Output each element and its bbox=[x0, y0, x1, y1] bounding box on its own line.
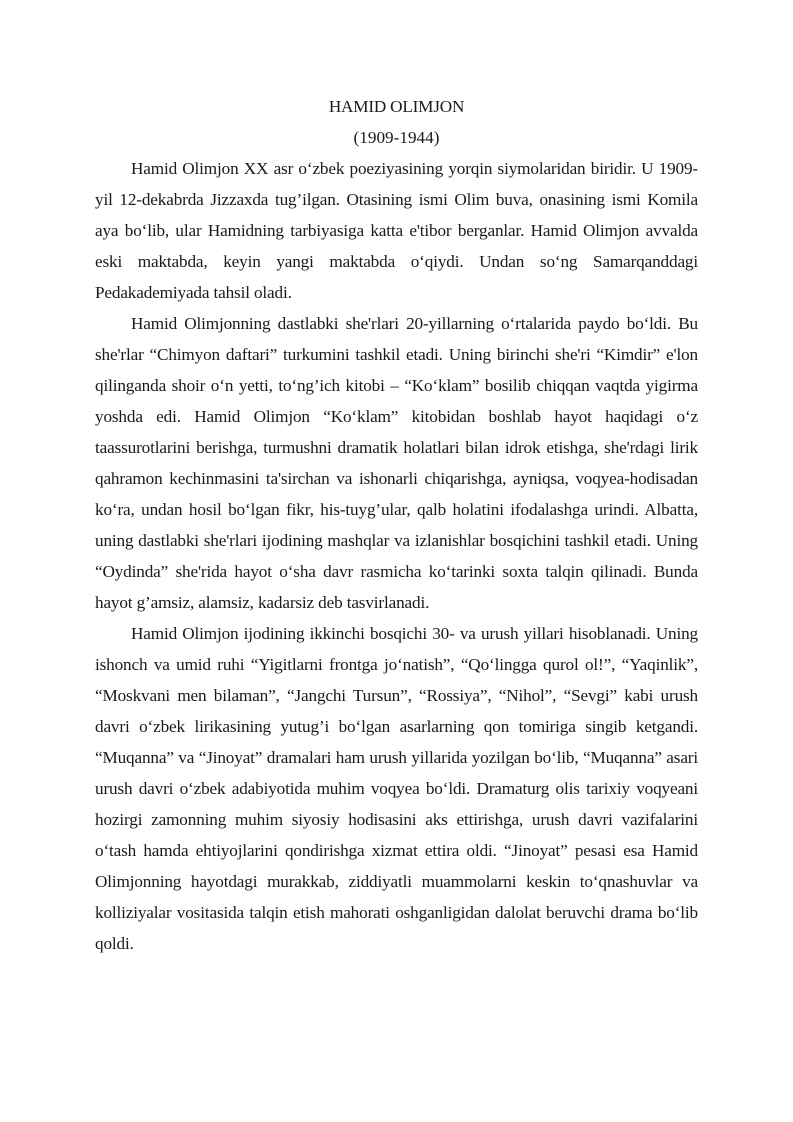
paragraph-biography: Hamid Olimjon XX asr o‘zbek poeziyasining yorqin siymolaridan biridir. U 1909-yil 12-dekabrda Jizzaxda tug’ilgan. Otasining ismi Olim buva, onasining ismi Komila aya bo‘lib, ular Hamidning tarbiyasiga katta e'tibor berganlar. Hamid Olimjon avvalda eski maktabda, keyin yangi maktabda o‘qiydi. Undan so‘ng Samarqanddagi Pedakademiyada tahsil oladi. bbox=[95, 159, 698, 302]
paragraph-war-period: Hamid Olimjon ijodining ikkinchi bosqichi 30- va urush yillari hisoblanadi. Uning ishonch va umid ruhi “Yigitlarni frontga jo‘natish”, “Qo‘lingga qurol ol!”, “Yaqinlik”, “Moskvani men bilaman”, “Jangchi Tursun”, “Rossiya”, “Nihol”, “Sevgi” kabi urush davri o‘zbek lirikasining yutug’i bo‘lgan asarlarning qon tomiriga singib ketgandi. “Muqanna” va “Jinoyat” dramalari ham urush yillarida yozilgan bo‘lib, “Muqanna” asari urush davri o‘zbek adabiyotida muhim voqyea bo‘ldi. Dramaturg olis tarixiy voqyeani hozirgi zamonning muhim siyosiy hodisasini aks ettirishga, urush davri vazifalarini o‘tash hamda ehtiyojlarini qondirishga xizmat ettira oldi. “Jinoyat” pesasi esa Hamid Olimjonning hayotdagi murakkab, ziddiyatli muammolarni keskin to‘qnashuvlar va kolliziyalar vositasida talqin etish mahorati oshganligidan dalolat beruvchi drama bo‘lib qoldi. bbox=[95, 624, 698, 953]
document-body bbox=[95, 91, 698, 959]
page-title: HAMID OLIMJON bbox=[328, 97, 465, 116]
life-years: (1909-1944) bbox=[353, 128, 440, 147]
paragraph-early-poems: Hamid Olimjonning dastlabki she'rlari 20-yillarning o‘rtalarida paydo bo‘ldi. Bu she'rlar “Chimyon daftari” turkumini tashkil etadi. Uning birinchi she'ri “Kimdir” e'lon qilinganda shoir o‘n yetti, to‘ng’ich kitobi – “Ko‘klam” bosilib chiqqan vaqtda yigirma yoshda edi. Hamid Olimjon “Ko‘klam” kitobidan boshlab hayot haqidagi o‘z taassurotlarini berishga, turmushni dramatik holatlari bilan idrok etishga, she'rdagi lirik qahramon kechinmasini ta'sirchan va ishonarli chiqarishga, ayniqsa, voqyea-hodisadan ko‘ra, undan hosil bo‘lgan fikr, his-tuyg’ular, qalb holatini ifodalashga urindi. Albatta, uning dastlabki she'rlari ijodining mashqlar va izlanishlar bosqichini tashkil etadi. Uning “Oydinda” she'rida hayot o‘sha davr rasmicha ko‘tarinki soxta talqin qilinadi. Bunda hayot g’amsiz, alamsiz, kadarsiz deb tasvirlanadi. bbox=[95, 314, 698, 612]
